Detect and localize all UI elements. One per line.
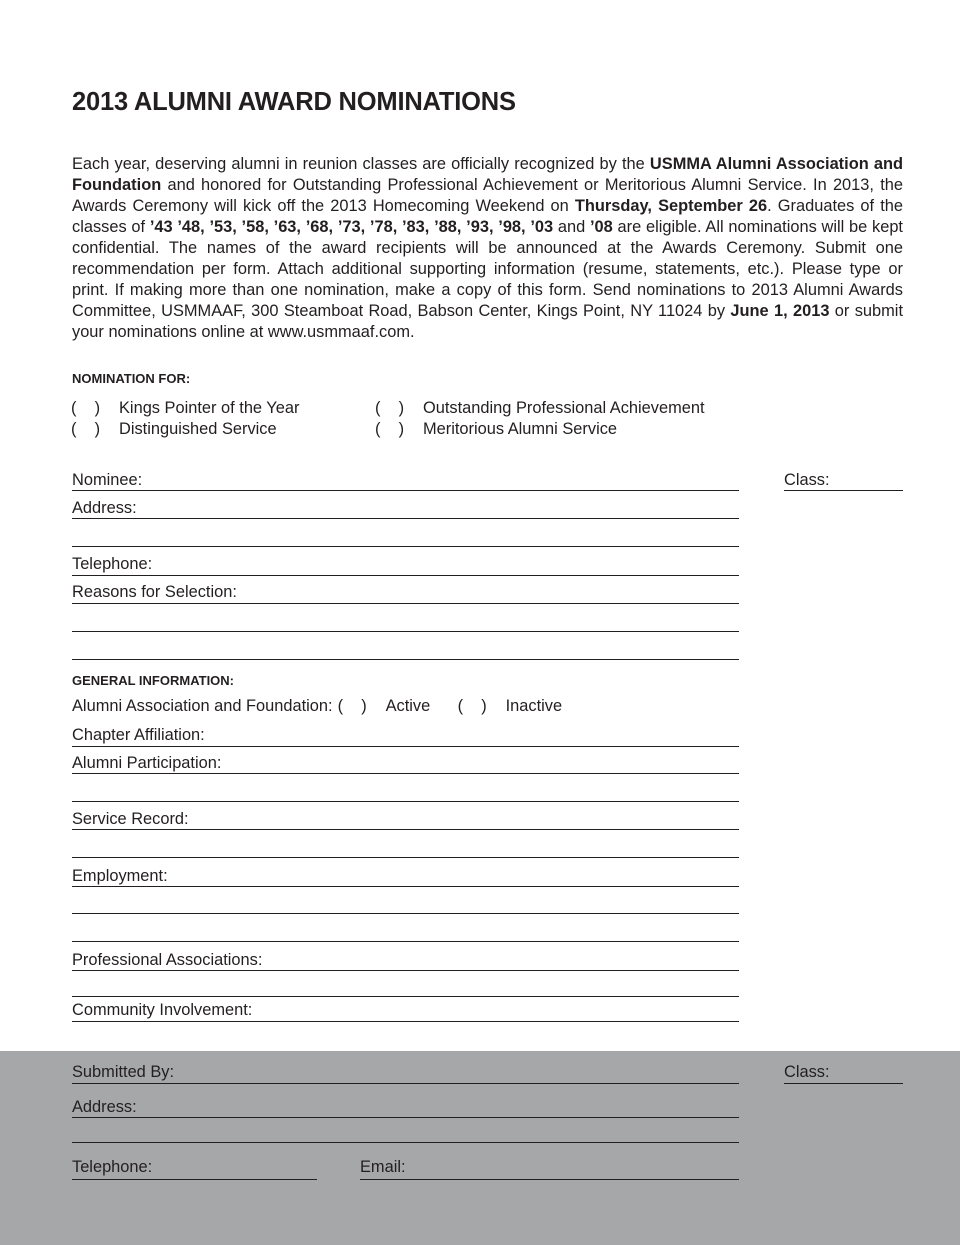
- intro-text: and: [553, 218, 590, 236]
- nominee-address-line[interactable]: [72, 518, 739, 519]
- reasons-label: Reasons for Selection:: [72, 583, 237, 601]
- professional-label: Professional Associations:: [72, 951, 263, 969]
- option-label: Outstanding Professional Achievement: [423, 399, 705, 417]
- intro-org: USMMA Alumni Association and Foundation: [72, 155, 903, 194]
- participation-line-2[interactable]: [72, 801, 739, 802]
- aaf-status-row: [72, 697, 562, 716]
- employment-line-3[interactable]: [72, 941, 739, 942]
- intro-text: and honored for Outstanding Professional Achievement or Meritorious Alumni Service. In 2013, the Awards Ceremony will kick off the 2013 Homecoming Weekend on: [72, 176, 903, 215]
- option-label: Kings Pointer of the Year: [119, 399, 300, 417]
- intro-paragraph: [72, 154, 903, 343]
- submitter-address-label: Address:: [72, 1098, 137, 1116]
- option-distinguished-service[interactable]: [71, 420, 277, 439]
- option-label: Meritorious Alumni Service: [423, 420, 618, 438]
- inactive-checkbox[interactable]: ( ): [457, 697, 487, 715]
- submitter-email-label: Email:: [360, 1158, 406, 1176]
- nominee-input-line[interactable]: [72, 490, 739, 491]
- nominee-class-label: Class:: [784, 471, 830, 489]
- submitter-address-line-1[interactable]: [72, 1117, 739, 1118]
- submitter-telephone-label: Telephone:: [72, 1158, 153, 1176]
- active-checkbox[interactable]: ( ): [337, 697, 367, 715]
- option-meritorious-service[interactable]: [375, 420, 617, 439]
- employment-line-1[interactable]: [72, 886, 739, 887]
- participation-line-1[interactable]: [72, 773, 739, 774]
- reasons-line-1[interactable]: [72, 603, 739, 604]
- employment-label: Employment:: [72, 867, 168, 885]
- general-info-heading: GENERAL INFORMATION:: [72, 673, 235, 688]
- intro-date: Thursday, September 26: [574, 197, 768, 215]
- professional-line-1[interactable]: [72, 970, 739, 971]
- nominee-telephone-line[interactable]: [72, 575, 739, 576]
- option-checkbox[interactable]: ( ): [71, 399, 101, 417]
- option-checkbox[interactable]: ( ): [375, 420, 405, 438]
- community-label: Community Involvement:: [72, 1001, 253, 1019]
- submitted-by-label: Submitted By:: [72, 1063, 175, 1081]
- nominee-label: Nominee:: [72, 471, 143, 489]
- nomination-for-heading: NOMINATION FOR:: [72, 371, 191, 386]
- intro-classes: ’43 ’48, ’53, ’58, ’63, ’68, ’73, ’78, ’83, ’88, ’93, ’98, ’03: [149, 218, 554, 236]
- submitter-class-label: Class:: [784, 1063, 830, 1081]
- aaf-label: Alumni Association and Foundation:: [72, 697, 333, 715]
- submitter-class-line[interactable]: [784, 1083, 903, 1084]
- nominee-telephone-label: Telephone:: [72, 555, 153, 573]
- submitted-by-line[interactable]: [72, 1083, 739, 1084]
- reasons-line-3[interactable]: [72, 659, 739, 660]
- service-record-line-2[interactable]: [72, 857, 739, 858]
- submitter-email-line[interactable]: [360, 1179, 739, 1180]
- nominee-class-input-line[interactable]: [784, 490, 903, 491]
- submitter-telephone-line[interactable]: [72, 1179, 317, 1180]
- participation-label: Alumni Participation:: [72, 754, 222, 772]
- service-record-label: Service Record:: [72, 810, 189, 828]
- option-kings-pointer[interactable]: [71, 399, 299, 418]
- chapter-label: Chapter Affiliation:: [72, 726, 205, 744]
- intro-text: or submit your nominations online at www.usmmaaf.com.: [72, 302, 903, 341]
- form-title: 2013 ALUMNI AWARD NOMINATIONS: [72, 88, 516, 116]
- employment-line-2[interactable]: [72, 913, 739, 914]
- chapter-line[interactable]: [72, 746, 739, 747]
- option-outstanding-achievement[interactable]: [375, 399, 705, 418]
- intro-text: Each year, deserving alumni in reunion classes are officially recognized by the: [72, 155, 650, 173]
- intro-text: . Graduates of the classes of: [72, 197, 903, 236]
- community-line[interactable]: [72, 1021, 739, 1022]
- option-checkbox[interactable]: ( ): [71, 420, 101, 438]
- intro-text: are eligible. All nominations will be kept confidential. The names of the award recipients will be announced at the Awards Ceremony. Submit one recommendation per form. Attach additional supporting information (resume, statements, etc.). Please type or print. If making more than one nomination, make a copy of this form. Send nominations to 2013 Alumni Awards Committee, USMMAAF, 300 Steamboat Road, Babson Center, Kings Point, NY 11024 by: [72, 218, 903, 320]
- nominee-address-line-2[interactable]: [72, 546, 739, 547]
- professional-line-2[interactable]: [72, 996, 739, 997]
- submitter-address-line-2[interactable]: [72, 1142, 739, 1143]
- intro-last-class: ’08: [590, 218, 613, 236]
- intro-deadline: June 1, 2013: [730, 302, 830, 320]
- active-label: Active: [385, 697, 431, 715]
- nominee-address-label: Address:: [72, 499, 137, 517]
- reasons-line-2[interactable]: [72, 631, 739, 632]
- inactive-label: Inactive: [505, 697, 563, 715]
- option-label: Distinguished Service: [119, 420, 277, 438]
- option-checkbox[interactable]: ( ): [375, 399, 405, 417]
- service-record-line-1[interactable]: [72, 829, 739, 830]
